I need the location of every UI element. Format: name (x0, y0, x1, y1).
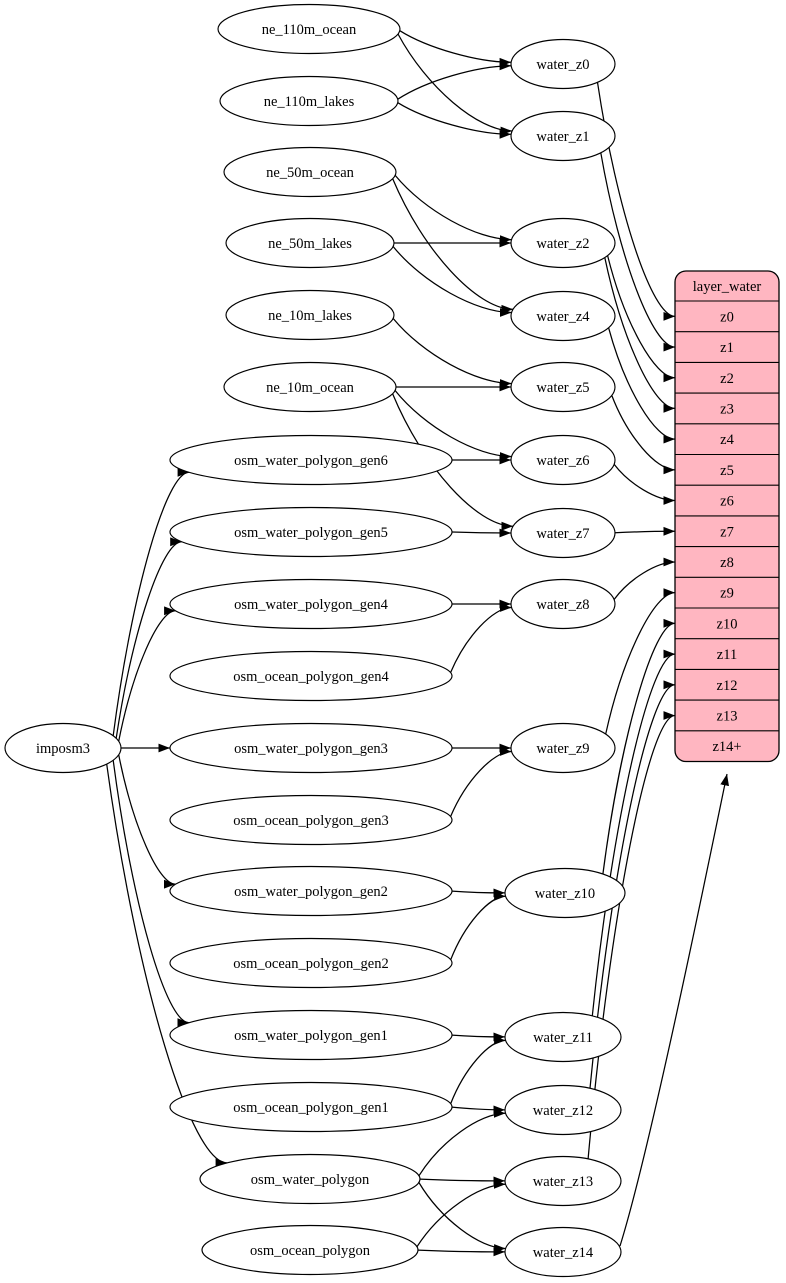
node-water_z13 (505, 1157, 621, 1206)
node-label-osm_ocean_polygon_gen2: osm_ocean_polygon_gen2 (233, 956, 389, 973)
node-water_z11 (505, 1013, 621, 1062)
edge-osm_water_polygon_gen5-to-water_z7 (452, 532, 511, 533)
node-label-osm_ocean_polygon_gen4: osm_ocean_polygon_gen4 (233, 669, 389, 686)
node-ne_10m_ocean (224, 363, 396, 412)
edge-water_z5-to-z5 (612, 396, 675, 470)
edge-water_z6-to-z6 (614, 464, 675, 500)
node-label-ne_50m_lakes: ne_50m_lakes (268, 236, 352, 253)
node-water_z0 (511, 40, 615, 89)
edges-layer (107, 31, 727, 1252)
edge-osm_water_polygon-to-water_z14 (419, 1183, 506, 1249)
node-water_z7 (511, 509, 615, 558)
node-osm_water_polygon_gen4 (170, 580, 452, 629)
edge-osm_ocean_polygon_gen3-to-water_z9 (451, 752, 512, 817)
record-node-layer_water (675, 271, 779, 762)
edge-osm_water_polygon-to-water_z12 (419, 1113, 506, 1175)
edge-osm_water_polygon_gen1-to-water_z11 (452, 1035, 505, 1037)
record-row-z14+: z14+ (712, 739, 742, 756)
node-label-water_z12: water_z12 (532, 1103, 594, 1120)
node-ne_110m_ocean (218, 5, 400, 54)
record-row-z12: z12 (716, 677, 738, 694)
node-label-osm_water_polygon_gen2: osm_water_polygon_gen2 (234, 884, 388, 901)
node-label-ne_110m_ocean: ne_110m_ocean (261, 22, 357, 39)
edge-ne_10m_lakes-to-water_z5 (393, 319, 511, 384)
edge-ne_50m_lakes-to-water_z4 (393, 247, 511, 313)
edge-osm_ocean_polygon_gen2-to-water_z10 (451, 896, 506, 959)
node-osm_ocean_polygon (202, 1226, 418, 1275)
node-water_z1 (511, 112, 615, 161)
node-water_z8 (511, 580, 615, 629)
node-label-water_z5: water_z5 (536, 380, 590, 397)
node-label-water_z1: water_z1 (536, 129, 590, 146)
node-label-osm_water_polygon_gen5: osm_water_polygon_gen5 (234, 525, 388, 542)
edge-osm_water_polygon_gen2-to-water_z10 (452, 891, 505, 893)
node-label-water_z9: water_z9 (536, 741, 590, 758)
node-label-osm_ocean_polygon: osm_ocean_polygon (249, 1243, 371, 1260)
node-label-water_z7: water_z7 (536, 526, 590, 543)
node-label-water_z11: water_z11 (533, 1030, 593, 1047)
node-osm_water_polygon_gen3 (170, 724, 452, 773)
node-water_z5 (511, 363, 615, 412)
record-row-z9: z9 (720, 585, 734, 602)
record-row-z3: z3 (720, 401, 734, 418)
node-ne_10m_lakes (226, 291, 394, 340)
edge-osm_ocean_polygon_gen1-to-water_z12 (452, 1107, 505, 1110)
edge-imposm3-to-osm_water_polygon_gen2 (119, 755, 176, 884)
node-osm_water_polygon_gen6 (170, 436, 452, 485)
node-label-osm_water_polygon_gen3: osm_water_polygon_gen3 (234, 741, 388, 758)
node-osm_ocean_polygon_gen1 (170, 1083, 452, 1132)
node-imposm3 (5, 724, 121, 773)
node-label-osm_ocean_polygon_gen1: osm_ocean_polygon_gen1 (233, 1100, 389, 1117)
edge-osm_ocean_polygon-to-water_z14 (418, 1250, 505, 1252)
node-water_z12 (505, 1086, 621, 1135)
node-ne_50m_lakes (226, 219, 394, 268)
edge-water_z7-to-z7 (615, 531, 675, 533)
record-title: layer_water (692, 279, 762, 296)
node-label-osm_ocean_polygon_gen3: osm_ocean_polygon_gen3 (233, 813, 389, 830)
record-row-z0: z0 (720, 309, 734, 326)
edge-water_z0-to-z0 (598, 82, 676, 316)
edge-water_z2-to-z2 (608, 256, 675, 378)
record-row-z13: z13 (716, 708, 738, 725)
edge-ne_110m_lakes-to-water_z1 (398, 103, 511, 135)
record-row-z8: z8 (720, 555, 734, 572)
edge-ne_50m_ocean-to-water_z2 (395, 175, 511, 239)
record-row-z1: z1 (720, 340, 734, 357)
node-osm_ocean_polygon_gen2 (170, 939, 452, 988)
node-label-osm_water_polygon_gen4: osm_water_polygon_gen4 (234, 597, 388, 614)
edge-water_z9-to-z9 (606, 593, 675, 734)
node-water_z10 (505, 869, 625, 918)
edge-osm_water_polygon-to-water_z13 (420, 1179, 505, 1181)
node-label-water_z8: water_z8 (536, 597, 590, 614)
node-label-water_z6: water_z6 (536, 453, 590, 470)
node-osm_water_polygon_gen5 (170, 508, 452, 557)
node-water_z14 (505, 1228, 621, 1277)
node-water_z2 (511, 219, 615, 268)
edge-ne_110m_lakes-to-water_z0 (398, 66, 511, 99)
record-row-z10: z10 (716, 616, 738, 633)
record-row-z4: z4 (720, 432, 734, 449)
record-row-z7: z7 (720, 524, 734, 541)
record-row-z2: z2 (720, 370, 734, 387)
node-label-ne_10m_ocean: ne_10m_ocean (266, 380, 354, 397)
edge-ne_110m_ocean-to-water_z1 (398, 34, 512, 131)
record-node-layer (675, 271, 779, 762)
node-water_z4 (511, 292, 615, 341)
node-water_z6 (511, 436, 615, 485)
node-label-osm_water_polygon_gen6: osm_water_polygon_gen6 (234, 453, 388, 470)
node-label-ne_10m_lakes: ne_10m_lakes (268, 308, 352, 325)
edge-water_z14-to-z14+ (620, 774, 727, 1246)
node-label-ne_50m_ocean: ne_50m_ocean (266, 165, 354, 182)
node-label-imposm3: imposm3 (36, 741, 90, 758)
node-osm_water_polygon (200, 1155, 420, 1204)
node-label-osm_water_polygon: osm_water_polygon (250, 1172, 370, 1189)
node-label-water_z14: water_z14 (532, 1245, 594, 1262)
edge-osm_ocean_polygon_gen1-to-water_z11 (451, 1040, 506, 1103)
edge-ne_50m_ocean-to-water_z4 (393, 179, 513, 310)
edge-ne_110m_ocean-to-water_z0 (400, 31, 511, 63)
record-row-z6: z6 (720, 493, 734, 510)
node-label-osm_water_polygon_gen1: osm_water_polygon_gen1 (234, 1028, 388, 1045)
edge-osm_ocean_polygon_gen4-to-water_z8 (451, 608, 512, 673)
node-ne_110m_lakes (220, 77, 398, 126)
node-osm_water_polygon_gen1 (170, 1011, 452, 1060)
nodes-layer (5, 5, 625, 1277)
edge-water_z8-to-z8 (614, 562, 675, 600)
node-osm_ocean_polygon_gen4 (170, 652, 452, 701)
node-water_z9 (511, 724, 615, 773)
node-osm_water_polygon_gen2 (170, 867, 452, 916)
edge-osm_ocean_polygon-to-water_z13 (417, 1184, 506, 1246)
node-label-water_z4: water_z4 (536, 309, 590, 326)
record-row-z11: z11 (716, 647, 738, 664)
record-row-z5: z5 (720, 462, 734, 479)
node-label-water_z13: water_z13 (532, 1174, 594, 1191)
node-label-ne_110m_lakes: ne_110m_lakes (263, 94, 355, 111)
node-label-water_z0: water_z0 (536, 57, 590, 74)
node-label-water_z2: water_z2 (536, 236, 590, 253)
node-osm_ocean_polygon_gen3 (170, 796, 452, 845)
node-ne_50m_ocean (224, 148, 396, 197)
node-label-water_z10: water_z10 (534, 886, 596, 903)
